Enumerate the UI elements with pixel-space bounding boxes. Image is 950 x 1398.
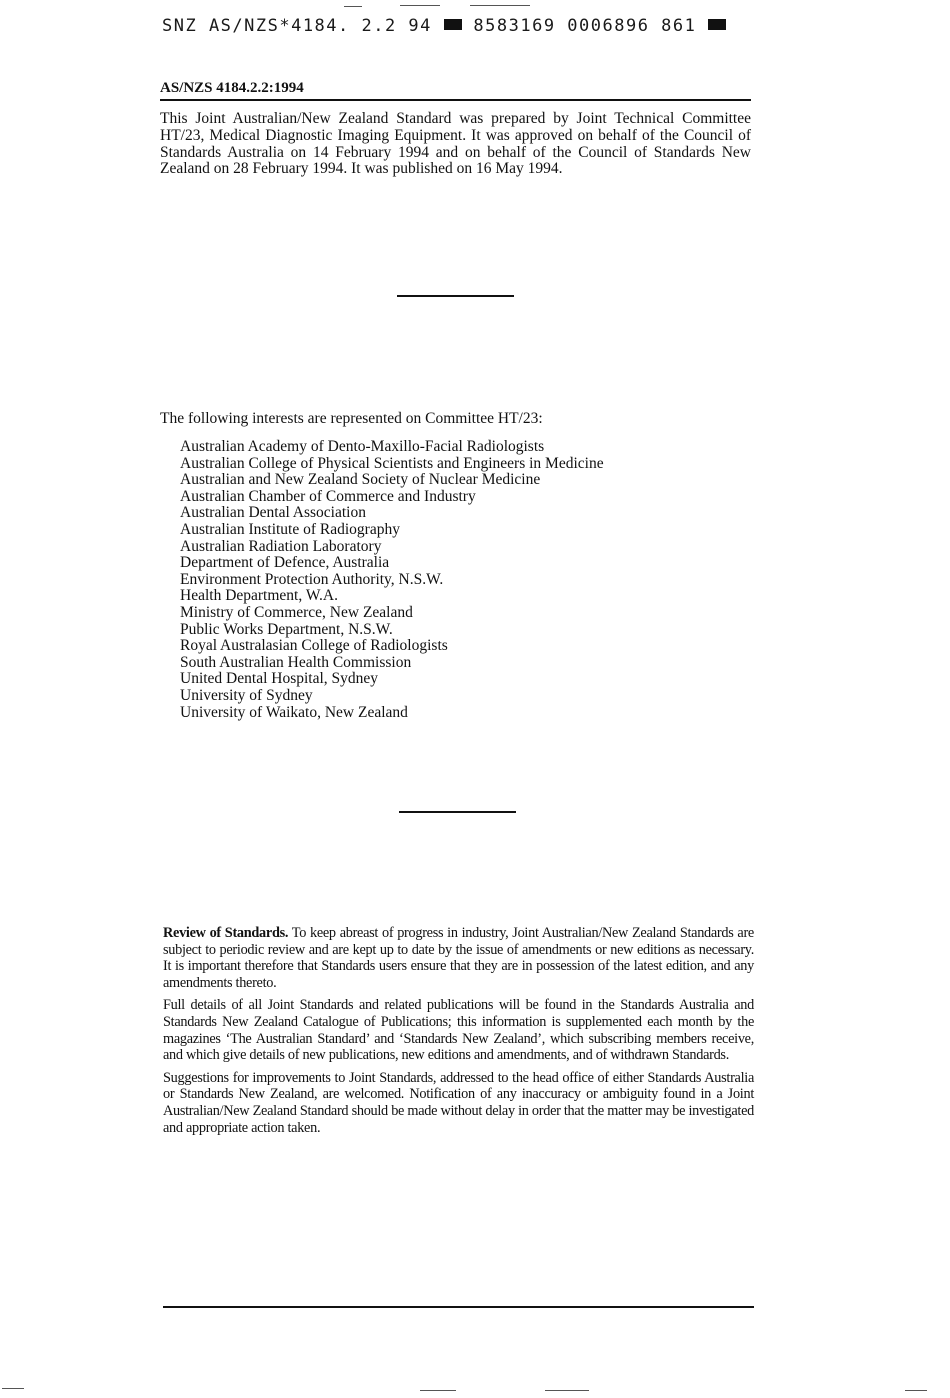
scan-speck xyxy=(470,5,530,6)
intro-paragraph: This Joint Australian/New Zealand Standard was prepared by Joint Technical Committee HT/23, Medical Diagnostic Imaging Equipment. It was approved on behalf of the Council of Standards Australia on 14 February 1994 and on behalf of the Council of Standards New Zealand on 28 February 1994. It was published on 16 May 1994. xyxy=(160,110,751,178)
list-item: Royal Australasian College of Radiologists xyxy=(180,637,448,655)
scan-block-mark xyxy=(444,19,462,30)
review-paragraph-1-text: To keep abreast of progress in industry, Joint Australian/New Zealand Standards are subject to periodic review and are kept up to date by the issue of amendments or new editions as necessary. It is important therefore that Standards users ensure that they are in possession of the latest edition, and any amendments thereto. xyxy=(163,925,754,991)
committee-heading: The following interests are represented on Committee HT/23: xyxy=(160,410,543,427)
section-divider xyxy=(399,811,516,813)
review-paragraph-3: Suggestions for improvements to Joint Standards, addressed to the head office of either Standards Australia or Standards New Zealand, are welcomed. Notification of any inaccuracy or ambiguity found in a Joint Australian/New Zealand Standard should be made without delay in order that the matter may be investigated and appropriate action taken. xyxy=(163,1069,754,1136)
list-item: Australian College of Physical Scientists and Engineers in Medicine xyxy=(180,454,604,472)
review-paragraph-2: Full details of all Joint Standards and related publications will be found in the Standards Australia and Standards New Zealand Catalogue of Publications; this information is supplemented each month by the magazines ‘The Australian Standard’ and ‘Standards New Zealand’, which subscribing members receive, and which give details of new publications, new editions and amendments, and of withdrawn Standards. xyxy=(163,997,754,1064)
review-lead-heading: Review of Standards. xyxy=(163,925,289,941)
committee-members-list xyxy=(180,439,604,721)
footer-rule xyxy=(163,1306,754,1308)
list-item: Health Department, W.A. xyxy=(180,587,338,605)
scan-header-left: SNZ AS/NZS*4184. 2.2 94 xyxy=(162,16,432,36)
scan-speck xyxy=(400,5,440,6)
scan-speck xyxy=(905,1390,927,1391)
list-item: Australian Institute of Radiography xyxy=(180,520,400,538)
section-divider xyxy=(397,295,514,297)
scan-speck xyxy=(420,1390,456,1391)
scan-speck xyxy=(344,6,362,7)
list-item: Public Works Department, N.S.W. xyxy=(180,620,393,638)
scan-speck xyxy=(2,1388,24,1389)
list-item: Australian Radiation Laboratory xyxy=(180,537,382,555)
scan-block-mark xyxy=(708,19,726,30)
list-item: Australian Chamber of Commerce and Industry xyxy=(180,487,476,505)
list-item: Australian Dental Association xyxy=(180,504,366,522)
list-item: South Australian Health Commission xyxy=(180,653,412,671)
list-item: United Dental Hospital, Sydney xyxy=(180,670,379,688)
list-item: University of Sydney xyxy=(180,686,313,704)
list-item: University of Waikato, New Zealand xyxy=(180,703,408,721)
list-item: Department of Defence, Australia xyxy=(180,554,390,572)
review-of-standards xyxy=(163,925,754,1142)
document-id: AS/NZS 4184.2.2:1994 xyxy=(160,79,751,101)
scan-speck xyxy=(545,1390,589,1391)
review-paragraph-1 xyxy=(163,925,754,991)
scan-header-right: 8583169 0006896 861 xyxy=(473,16,697,36)
list-item: Australian Academy of Dento-Maxillo-Facial Radiologists xyxy=(180,438,545,455)
scan-header xyxy=(162,16,726,36)
list-item: Ministry of Commerce, New Zealand xyxy=(180,603,413,621)
list-item: Environment Protection Authority, N.S.W. xyxy=(180,570,444,588)
list-item: Australian and New Zealand Society of Nuclear Medicine xyxy=(180,471,541,489)
